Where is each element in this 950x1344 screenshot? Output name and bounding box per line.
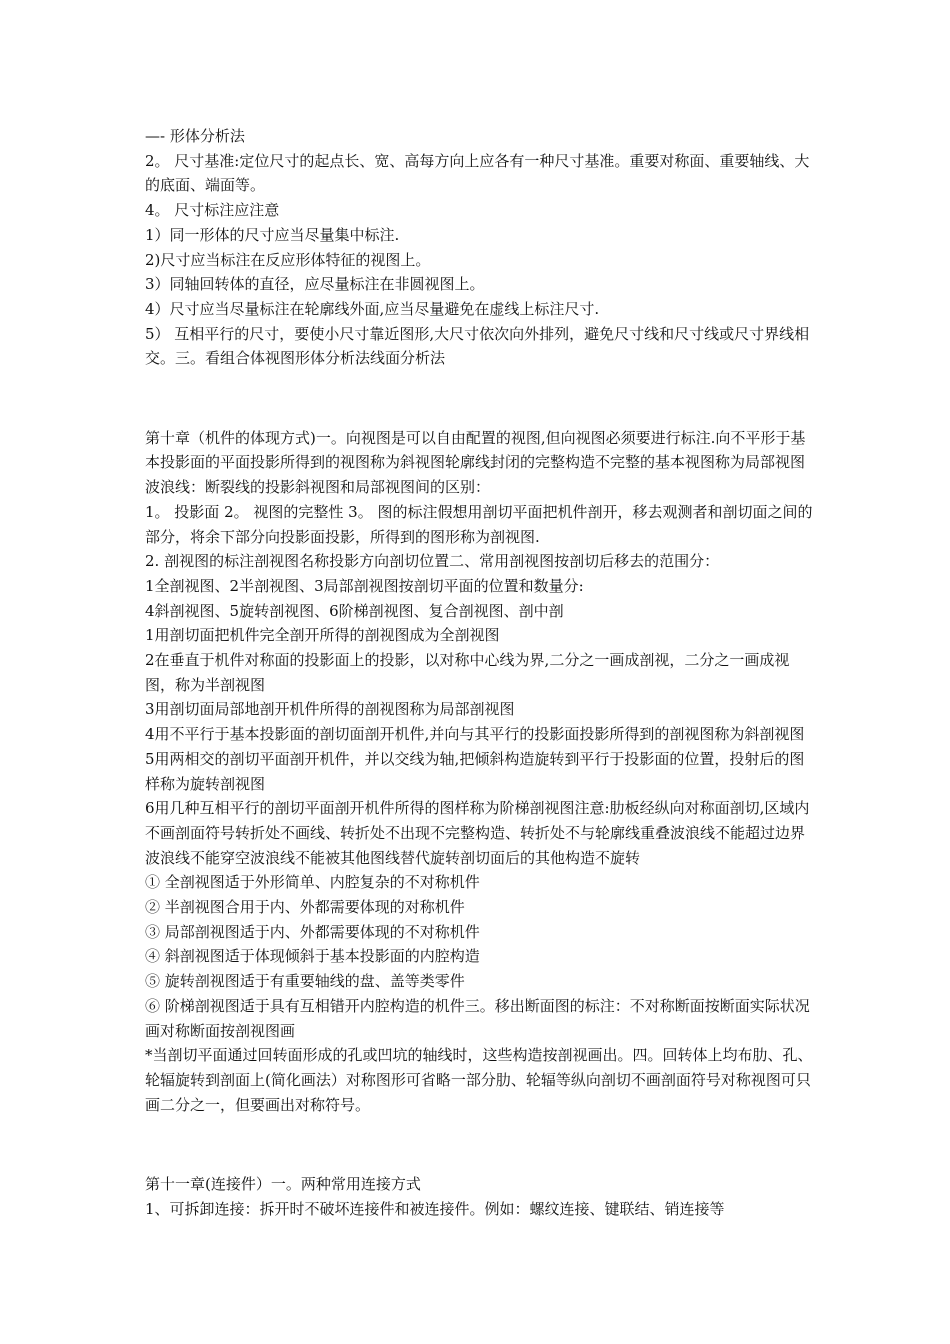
paragraph: 3用剖切面局部地剖开机件所得的剖视图称为局部剖视图 (145, 700, 515, 719)
paragraph: ⑤ 旋转剖视图适于有重要轴线的盘、盖等类零件 (145, 972, 465, 991)
paragraph: 1、可拆卸连接：拆开时不破坏连接件和被连接件。例如：螺纹连接、键联结、销连接等 (145, 1199, 725, 1218)
paragraph: 第十章（机件的体现方式)一。向视图是可以自由配置的视图,但向视图必须要进行标注.向不平形于基本投影面的平面投影所得到的视图称为斜视图轮廓线封闭的完整构造不完整的基本视图称为局部视图波浪线：断裂线的投影斜视图和局部视图间的区别： (145, 428, 806, 497)
paragraph: 4用不平行于基本投影面的剖切面剖开机件,并向与其平行的投影面投影所得到的剖视图称为斜剖视图 (145, 725, 805, 744)
paragraph: ① 全剖视图适于外形简单、内腔复杂的不对称机件 (145, 873, 480, 892)
paragraph: 5用两相交的剖切平面剖开机件，并以交线为轴,把倾斜构造旋转到平行于投影面的位置，投射后的图样称为旋转剖视图 (145, 749, 805, 793)
paragraph: ③ 局部剖视图适于内、外都需要体现的不对称机件 (145, 922, 480, 941)
paragraph: 1）同一形体的尺寸应当尽量集中标注. (145, 225, 400, 244)
paragraph: 6用几种互相平行的剖切平面剖开机件所得的图样称为阶梯剖视图注意:肋板经纵向对称面剖切,区域内不画剖面符号转折处不画线、转折处不出现不完整构造、转折处不与轮廓线重叠波浪线不能超过边界波浪线不能穿空波浪线不能被其他图线替代旋转剖切面后的其他构造不旋转 (145, 799, 810, 867)
paragraph: 3）同轴回转体的直径，应尽量标注在非圆视图上。 (145, 275, 485, 294)
paragraph: 1。 投影面 2。 视图的完整性 3。 图的标注假想用剖切平面把机件剖开，移去观测者和剖切面之间的部分，将余下部分向投影面投影，所得到的图形称为剖视图. (145, 502, 813, 546)
paragraph: 4。 尺寸标注应注意 (145, 201, 280, 220)
paragraph: 2在垂直于机件对称面的投影面上的投影，以对称中心线为界,二分之一画成剖视，二分之一画成视图，称为半剖视图 (145, 651, 790, 694)
paragraph: 2. 剖视图的标注剖视图名称投影方向剖切位置二、常用剖视图按剖切后移去的范围分： (145, 552, 720, 571)
paragraph: 第十一章(连接件）一。两种常用连接方式 (145, 1175, 421, 1194)
paragraph: 1用剖切面把机件完全剖开所得的剖视图成为全剖视图 (145, 626, 500, 645)
paragraph-gap (145, 1132, 813, 1157)
paragraph: ④ 斜剖视图适于体现倾斜于基本投影面的内腔构造 (145, 947, 480, 966)
paragraph: 2)尺寸应当标注在反应形体特征的视图上。 (145, 250, 431, 269)
paragraph: ⑥ 阶梯剖视图适于具有互相错开内腔构造的机件三。移出断面图的标注：不对称断面按断面实际状况画对称断面按剖视图画 (145, 996, 810, 1040)
paragraph: 4斜剖视图、5旋转剖视图、6阶梯剖视图、复合剖视图、剖中剖 (145, 601, 564, 620)
paragraph: ② 半剖视图合用于内、外都需要体现的对称机件 (145, 898, 465, 917)
paragraph-gap (145, 386, 813, 411)
paragraph: —- 形体分析法 (145, 127, 245, 145)
paragraph: 4）尺寸应当尽量标注在轮廓线外面,应当尽量避免在虚线上标注尺寸. (145, 299, 600, 318)
document-body (145, 124, 813, 1222)
paragraph: 2。 尺寸基准:定位尺寸的起点长、宽、高每方向上应各有一种尺寸基准。重要对称面、重要轴线、大的底面、端面等。 (145, 151, 810, 195)
paragraph: 5） 互相平行的尺寸，要使小尺寸靠近图形,大尺寸依次向外排列，避免尺寸线和尺寸线或尺寸界线相交。三。看组合体视图形体分析法线面分析法 (145, 324, 810, 368)
paragraph: *当剖切平面通过回转面形成的孔或凹坑的轴线时，这些构造按剖视画出。四。回转体上均布肋、孔、轮辐旋转到剖面上(简化画法）对称图形可省略一部分肋、轮辐等纵向剖切不画剖面符号对称视图可只画二分之一，但要画出对称符号。 (145, 1046, 813, 1114)
paragraph: 1全剖视图、2半剖视图、3局部剖视图按剖切平面的位置和数量分: (145, 576, 584, 595)
